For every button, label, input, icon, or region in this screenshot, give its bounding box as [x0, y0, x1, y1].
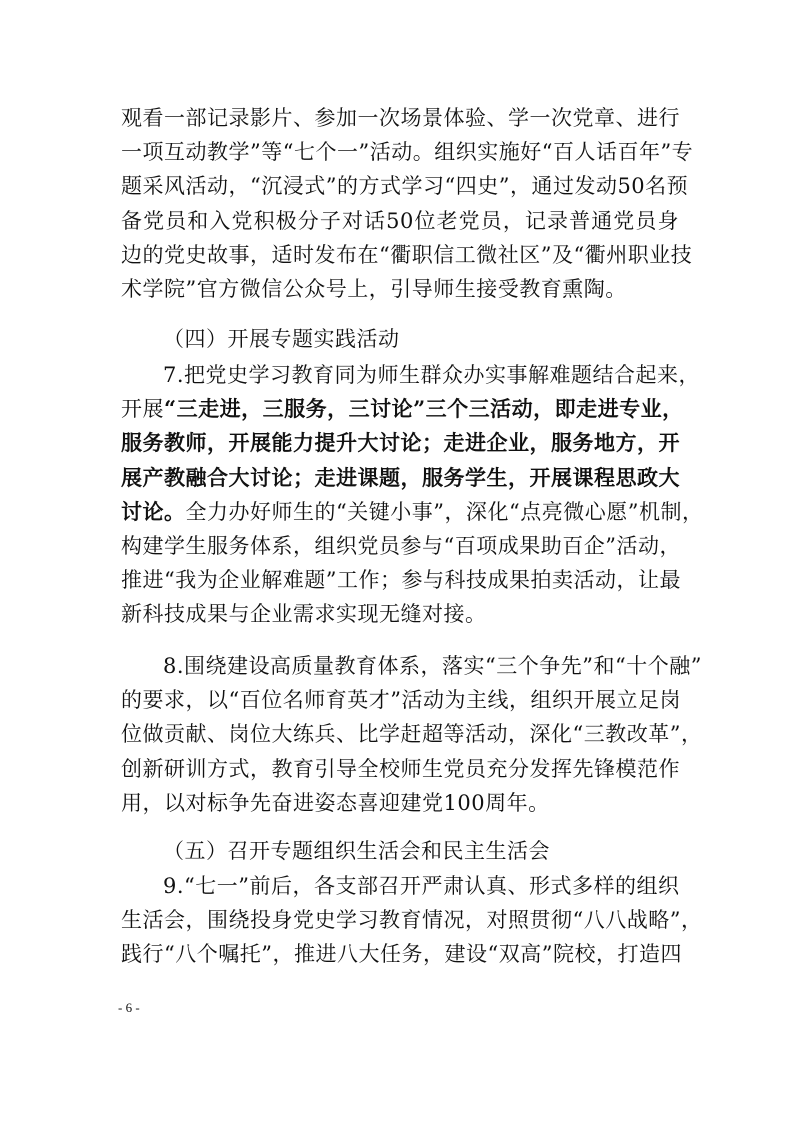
text-line: 位做贡献、岗位大练兵、比学赶超等活动，深化“三教改革”，	[121, 722, 703, 747]
text-line	[121, 392, 684, 426]
paragraph-9	[121, 869, 703, 972]
text-line: 边的党史故事，适时发布在“衢职信工微社区”及“衢州职业技	[121, 242, 693, 267]
plain-text: 开展	[121, 397, 164, 422]
plain-text: 全力办好师生的“关键小事”，深化“点亮微心愿”机制，	[185, 499, 704, 524]
text-line: 生活会，围绕投身党史学习教育情况，对照贯彻“八八战略”，	[121, 908, 703, 933]
text-line: 观看一部记录影片、参加一次场景体验、学一次党章、进行	[121, 106, 680, 130]
text-line: 践行“八个嘱托”，推进八大任务，建设“双高”院校，打造四	[121, 942, 682, 967]
text-line: 一项互动教学”等“七个一”活动。组织实施好“百人话百年”专	[121, 140, 694, 165]
text-line	[121, 495, 704, 529]
text-line: 的要求，以“百位名师育英才”活动为主线，组织开展立足岗	[121, 688, 681, 713]
section-heading-4: （四）开展专题实践活动	[163, 327, 400, 351]
paragraph-7	[121, 358, 704, 632]
paragraph-continuation	[121, 101, 694, 306]
text-line: 7.把党史学习教育同为师生群众办实事解难题结合起来，	[163, 363, 701, 387]
text-line: 术学院”官方微信公众号上，引导师生接受教育熏陶。	[121, 276, 627, 301]
text-line: 9.“七一”前后，各支部召开严肃认真、形式多样的组织	[163, 874, 680, 898]
text-line: 构建学生服务体系，组织党员参与“百项成果助百企”活动，	[121, 533, 681, 558]
text-line: 推进“我为企业解难题”工作；参与科技成果拍卖活动，让最	[121, 568, 681, 593]
bold-text-line: 服务教师，开展能力提升大讨论；走进企业，服务地方，开	[121, 430, 680, 456]
text-line: 8.围绕建设高质量教育体系，落实“三个争先”和“十个融”	[163, 654, 702, 678]
text-line: 备党员和入党积极分子对话50位老党员，记录普通党员身	[121, 208, 679, 233]
paragraph-8	[121, 649, 703, 820]
text-line: 用，以对标争先奋进姿态喜迎建党100周年。	[121, 790, 550, 815]
text-line: 创新研训方式，教育引导全校师生党员充分发挥先锋模范作	[121, 756, 680, 781]
section-heading-5: （五）召开专题组织生活会和民主生活会	[163, 839, 550, 863]
bold-text: “三走进，三服务，三讨论”三个三活动，即走进专业，	[164, 396, 684, 422]
text-line: 题采风活动，“沉浸式”的方式学习“四史”，通过发动50名预	[121, 174, 689, 199]
bold-text: 讨论。	[121, 498, 186, 524]
page-number: - 6 -	[118, 1000, 140, 1015]
text-line: 新科技成果与企业需求实现无缝对接。	[121, 602, 487, 627]
bold-text-line: 展产教融合大讨论；走进课题，服务学生，开展课程思政大	[121, 464, 680, 490]
